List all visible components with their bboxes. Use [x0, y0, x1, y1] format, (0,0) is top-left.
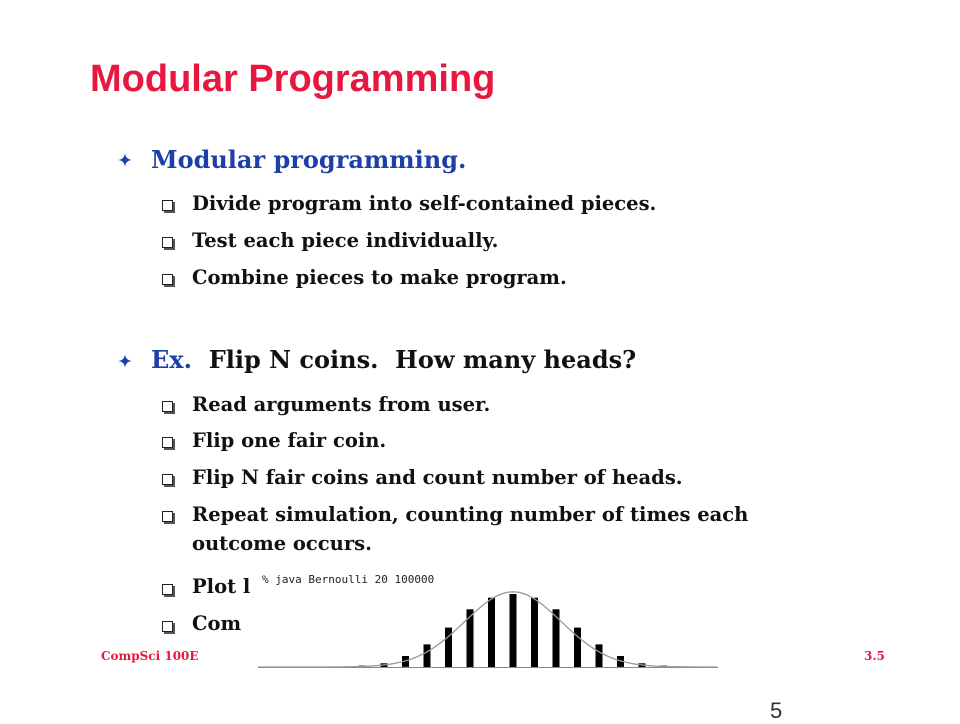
checkbox-bullet-icon: [162, 621, 173, 632]
histogram-bar: [424, 644, 431, 667]
sub-bullet-combine: Combine pieces to make program.: [192, 266, 567, 289]
diamond-bullet-icon: [118, 354, 132, 368]
sub-bullet-test: Test each piece individually.: [192, 229, 499, 252]
slide-title: Modular Programming: [90, 58, 496, 100]
histogram-bar: [596, 644, 603, 667]
bullet-example: [151, 345, 636, 374]
example-text: Flip N coins. How many heads?: [208, 345, 637, 374]
bullet-modular-programming: Modular programming.: [151, 145, 467, 174]
histogram-bar: [510, 594, 517, 667]
checkbox-bullet-icon: [162, 274, 173, 285]
checkbox-bullet-icon: [162, 474, 173, 485]
sub-bullet-divide: Divide program into self-contained pieces.: [192, 192, 657, 215]
checkbox-bullet-icon: [162, 237, 173, 248]
diamond-bullet-icon: [118, 153, 132, 167]
example-prefix: Ex.: [151, 345, 192, 374]
checkbox-bullet-icon: [162, 511, 173, 522]
chart-command-label: % java Bernoulli 20 100000: [262, 573, 435, 586]
histogram-bar: [488, 598, 495, 667]
footer-section: 3.5: [864, 649, 885, 663]
histogram-bar: [531, 598, 538, 667]
sub-bullet-repeat-continued: outcome occurs.: [192, 532, 372, 555]
checkbox-bullet-icon: [162, 200, 173, 211]
page-number: 5: [770, 698, 783, 723]
footer-course: CompSci 100E: [101, 649, 199, 663]
sub-bullet-compare: Com: [192, 612, 242, 635]
checkbox-bullet-icon: [162, 437, 173, 448]
sub-bullet-flip-n: Flip N fair coins and count number of heads.: [192, 466, 683, 489]
histogram-bar: [553, 609, 560, 667]
sub-bullet-read: Read arguments from user.: [192, 393, 491, 416]
sub-bullet-flip-one: Flip one fair coin.: [192, 429, 387, 452]
checkbox-bullet-icon: [162, 584, 173, 595]
checkbox-bullet-icon: [162, 401, 173, 412]
sub-bullet-plot: Plot l: [192, 575, 251, 598]
sub-bullet-repeat: Repeat simulation, counting number of times each: [192, 503, 749, 526]
histogram-chart: [258, 563, 718, 673]
histogram-bar: [467, 609, 474, 667]
